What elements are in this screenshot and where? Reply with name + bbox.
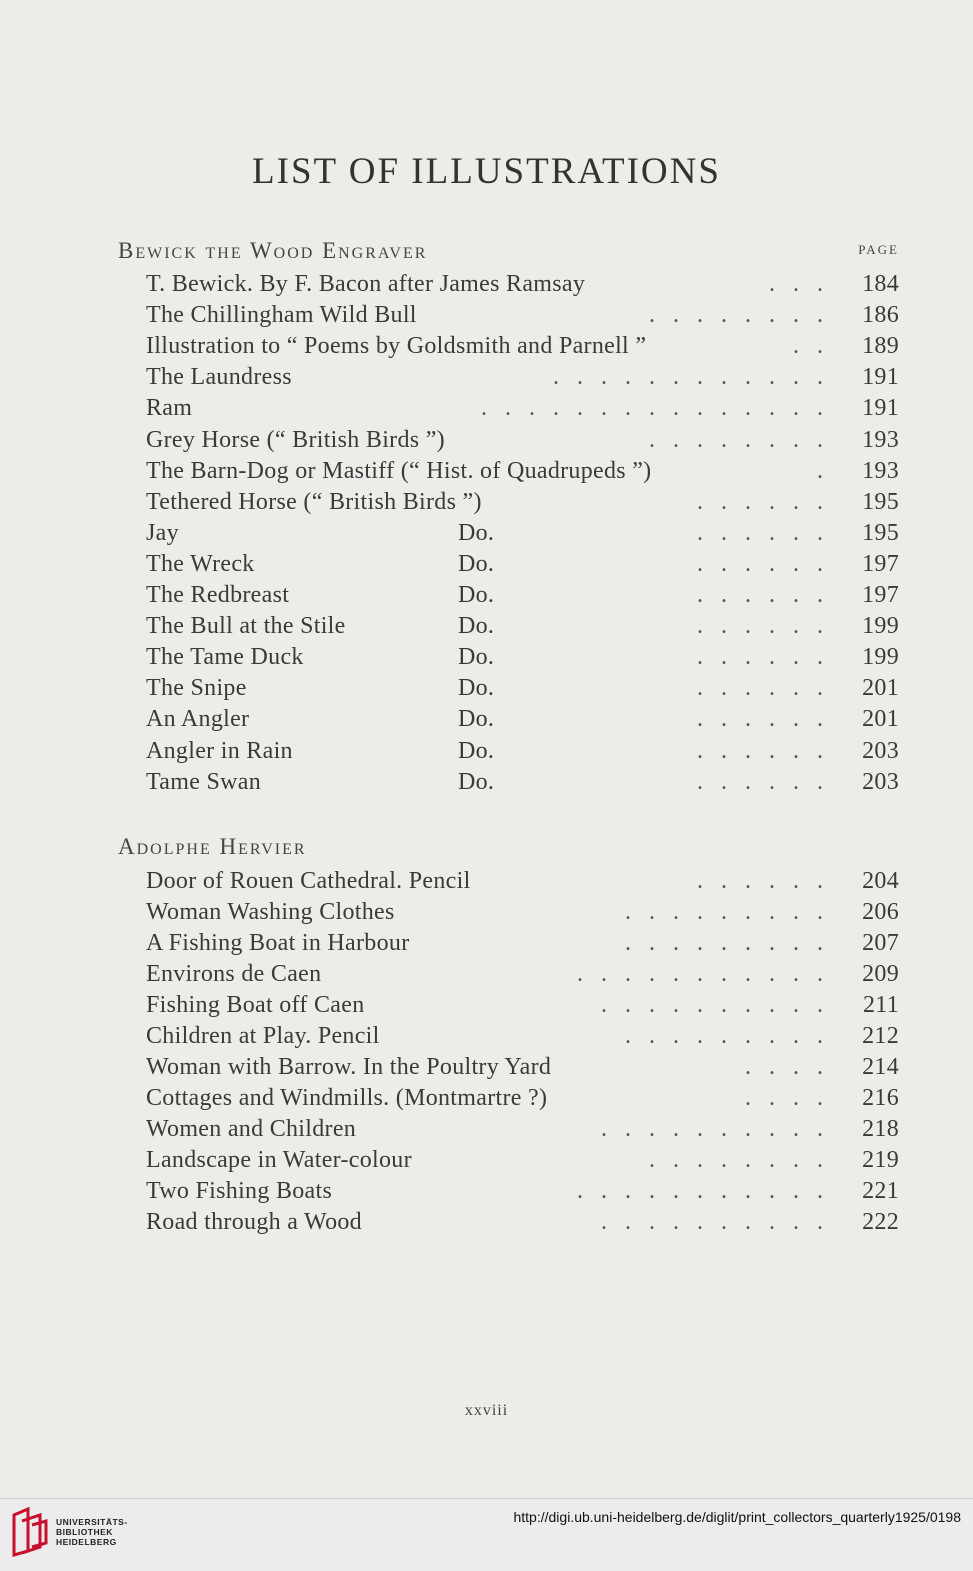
- list-item: [146, 704, 899, 734]
- entry-page-number: 207: [862, 930, 899, 956]
- footer-bar: [0, 1498, 973, 1571]
- entry-title: Two Fishing Boats: [146, 1178, 333, 1204]
- entry-page-number: 193: [862, 426, 899, 453]
- page-title: LIST OF ILLUSTRATIONS: [252, 151, 721, 192]
- entry-title: Children at Play. Pencil: [146, 1023, 380, 1049]
- entry-title: Angler in Rain: [146, 737, 293, 764]
- leader-dots: . . . . . .: [697, 737, 829, 764]
- list-item: [146, 959, 899, 989]
- ditto-mark: Do.: [458, 644, 495, 671]
- list-item: [146, 1083, 899, 1113]
- list-item: [146, 331, 899, 361]
- entry-page-number: 195: [862, 488, 899, 515]
- entry-title: Fishing Boat off Caen: [146, 992, 365, 1018]
- entry-title: Cottages and Windmills. (Montmartre ?): [146, 1085, 548, 1111]
- entry-page-number: 216: [862, 1085, 899, 1111]
- list-item: [146, 611, 899, 641]
- entry-title: The Tame Duck: [146, 644, 304, 671]
- leader-dots: . . . . . .: [697, 582, 829, 608]
- list-item: [146, 456, 899, 486]
- entry-title: The Snipe: [146, 675, 247, 702]
- list-item: [146, 393, 899, 423]
- leader-dots: . . . . . .: [697, 675, 829, 702]
- list-item: [146, 736, 899, 766]
- entry-page-number: 184: [862, 271, 899, 297]
- entry-title: The Laundress: [146, 364, 292, 391]
- list-item: [146, 767, 899, 797]
- list-item: [146, 487, 899, 517]
- entry-page-number: 209: [862, 961, 899, 987]
- entry-page-number: 197: [862, 582, 899, 608]
- ditto-mark: Do.: [458, 519, 495, 546]
- leader-dots: . . . . . . . . . . . . . . .: [481, 395, 829, 422]
- leader-dots: . . . . . .: [697, 706, 829, 733]
- leader-dots: . . . . . . . . . . .: [577, 1178, 829, 1204]
- entry-title: A Fishing Boat in Harbour: [146, 930, 410, 956]
- ditto-mark: Do.: [458, 613, 495, 640]
- entry-title: Road through a Wood: [146, 1209, 362, 1235]
- list-item: [146, 928, 899, 958]
- entry-title: Woman with Barrow. In the Poultry Yard: [146, 1054, 552, 1080]
- entry-title: Landscape in Water-colour: [146, 1147, 412, 1173]
- leader-dots: . . . . . .: [697, 768, 829, 795]
- page-number: xxviii: [464, 1402, 509, 1419]
- ditto-mark: Do.: [458, 706, 495, 733]
- list-item: [146, 269, 899, 299]
- entry-page-number: 199: [862, 644, 899, 671]
- ditto-mark: Do.: [458, 737, 495, 764]
- page-column-header: page: [858, 238, 899, 259]
- entry-page-number: 199: [862, 613, 899, 640]
- leader-dots: . . . . . .: [697, 613, 829, 640]
- ditto-mark: Do.: [458, 550, 495, 577]
- list-item: [146, 300, 899, 330]
- list-item: [146, 580, 899, 610]
- source-url-link[interactable]: http://digi.ub.uni-heidelberg.de/diglit/print_collectors_quarterly1925/0198: [513, 1509, 961, 1525]
- section-heading: Adolphe Hervier: [118, 834, 307, 859]
- entry-page-number: 186: [862, 302, 899, 329]
- ditto-mark: Do.: [458, 675, 495, 702]
- entry-page-number: 201: [862, 706, 899, 733]
- list-item: [146, 673, 899, 703]
- entry-page-number: 189: [862, 333, 899, 360]
- logo-line: BIBLIOTHEK: [56, 1527, 113, 1537]
- list-item: [146, 1021, 899, 1051]
- entry-page-number: 195: [862, 519, 899, 546]
- list-item: [146, 362, 899, 392]
- ditto-mark: Do.: [458, 768, 495, 795]
- leader-dots: . . . . . .: [697, 644, 829, 671]
- library-logo-text: [56, 1517, 128, 1547]
- entry-page-number: 193: [862, 457, 899, 484]
- leader-dots: . . . . . . . .: [649, 1147, 829, 1173]
- entry-title: Illustration to “ Poems by Goldsmith and Parnell ”: [146, 333, 647, 360]
- leader-dots: . . .: [769, 271, 829, 297]
- entry-title: Ram: [146, 395, 193, 422]
- entry-title: Women and Children: [146, 1116, 357, 1142]
- ditto-mark: Do.: [458, 582, 495, 608]
- list-item: [146, 425, 899, 455]
- leader-dots: .: [817, 457, 829, 484]
- list-item: [146, 1176, 899, 1206]
- logo-line: HEIDELBERG: [56, 1537, 117, 1547]
- entry-page-number: 203: [862, 737, 899, 764]
- leader-dots: . .: [793, 333, 829, 360]
- leader-dots: . . . . . .: [697, 519, 829, 546]
- entry-title: Grey Horse (“ British Birds ”): [146, 426, 445, 453]
- entry-title: Woman Washing Clothes: [146, 899, 395, 925]
- entry-page-number: 222: [862, 1209, 899, 1235]
- leader-dots: . . . . . . . . .: [625, 899, 829, 925]
- entry-title: The Wreck: [146, 550, 255, 577]
- entry-title: An Angler: [146, 706, 250, 733]
- entry-title: Environs de Caen: [146, 961, 322, 987]
- entry-page-number: 212: [862, 1023, 899, 1049]
- section-heading: Bewick the Wood Engraver: [118, 238, 428, 263]
- list-item: [146, 549, 899, 579]
- entry-page-number: 204: [862, 868, 899, 894]
- library-logo-icon: [10, 1507, 48, 1557]
- logo-line: UNIVERSITÄTS-: [56, 1517, 128, 1527]
- entry-page-number: 219: [862, 1147, 899, 1173]
- entry-title: The Bull at the Stile: [146, 613, 346, 640]
- entry-page-number: 221: [862, 1178, 899, 1204]
- list-item: [146, 866, 899, 896]
- leader-dots: . . . . . . . . .: [625, 930, 829, 956]
- leader-dots: . . . . . . . .: [649, 426, 829, 453]
- entry-page-number: 211: [862, 992, 899, 1018]
- list-item: [146, 1114, 899, 1144]
- leader-dots: . . . . . . . . .: [625, 1023, 829, 1049]
- entry-page-number: 197: [862, 550, 899, 577]
- entry-page-number: 214: [862, 1054, 899, 1080]
- entry-page-number: 201: [862, 675, 899, 702]
- entry-title: Tame Swan: [146, 768, 261, 795]
- leader-dots: . . . . . .: [697, 868, 829, 894]
- leader-dots: . . . . . . . . . . . .: [553, 364, 829, 391]
- leader-dots: . . . . . .: [697, 488, 829, 515]
- list-item: [146, 990, 899, 1020]
- entry-page-number: 218: [862, 1116, 899, 1142]
- entry-page-number: 203: [862, 768, 899, 795]
- entry-page-number: 191: [862, 395, 899, 422]
- entry-title: Jay: [146, 519, 179, 546]
- list-item: [146, 1052, 899, 1082]
- entry-title: Tethered Horse (“ British Birds ”): [146, 488, 482, 515]
- leader-dots: . . . . . .: [697, 550, 829, 577]
- leader-dots: . . . .: [745, 1085, 829, 1111]
- entry-title: T. Bewick. By F. Bacon after James Ramsay: [146, 271, 586, 297]
- entry-title: The Redbreast: [146, 582, 290, 608]
- entry-page-number: 191: [862, 364, 899, 391]
- list-item: [146, 518, 899, 548]
- leader-dots: . . . . . . . . . .: [601, 992, 829, 1018]
- list-item: [146, 897, 899, 927]
- leader-dots: . . . . . . . . . .: [601, 1209, 829, 1235]
- leader-dots: . . . . . . . . . .: [601, 1116, 829, 1142]
- leader-dots: . . . .: [745, 1054, 829, 1080]
- list-item: [146, 1145, 899, 1175]
- leader-dots: . . . . . . . . . . .: [577, 961, 829, 987]
- leader-dots: . . . . . . . .: [649, 302, 829, 329]
- list-item: [146, 642, 899, 672]
- list-item: [146, 1207, 899, 1237]
- entry-page-number: 206: [862, 899, 899, 925]
- entry-title: The Chillingham Wild Bull: [146, 302, 417, 329]
- entry-title: The Barn-Dog or Mastiff (“ Hist. of Quadrupeds ”): [146, 457, 652, 484]
- entry-title: Door of Rouen Cathedral. Pencil: [146, 868, 471, 894]
